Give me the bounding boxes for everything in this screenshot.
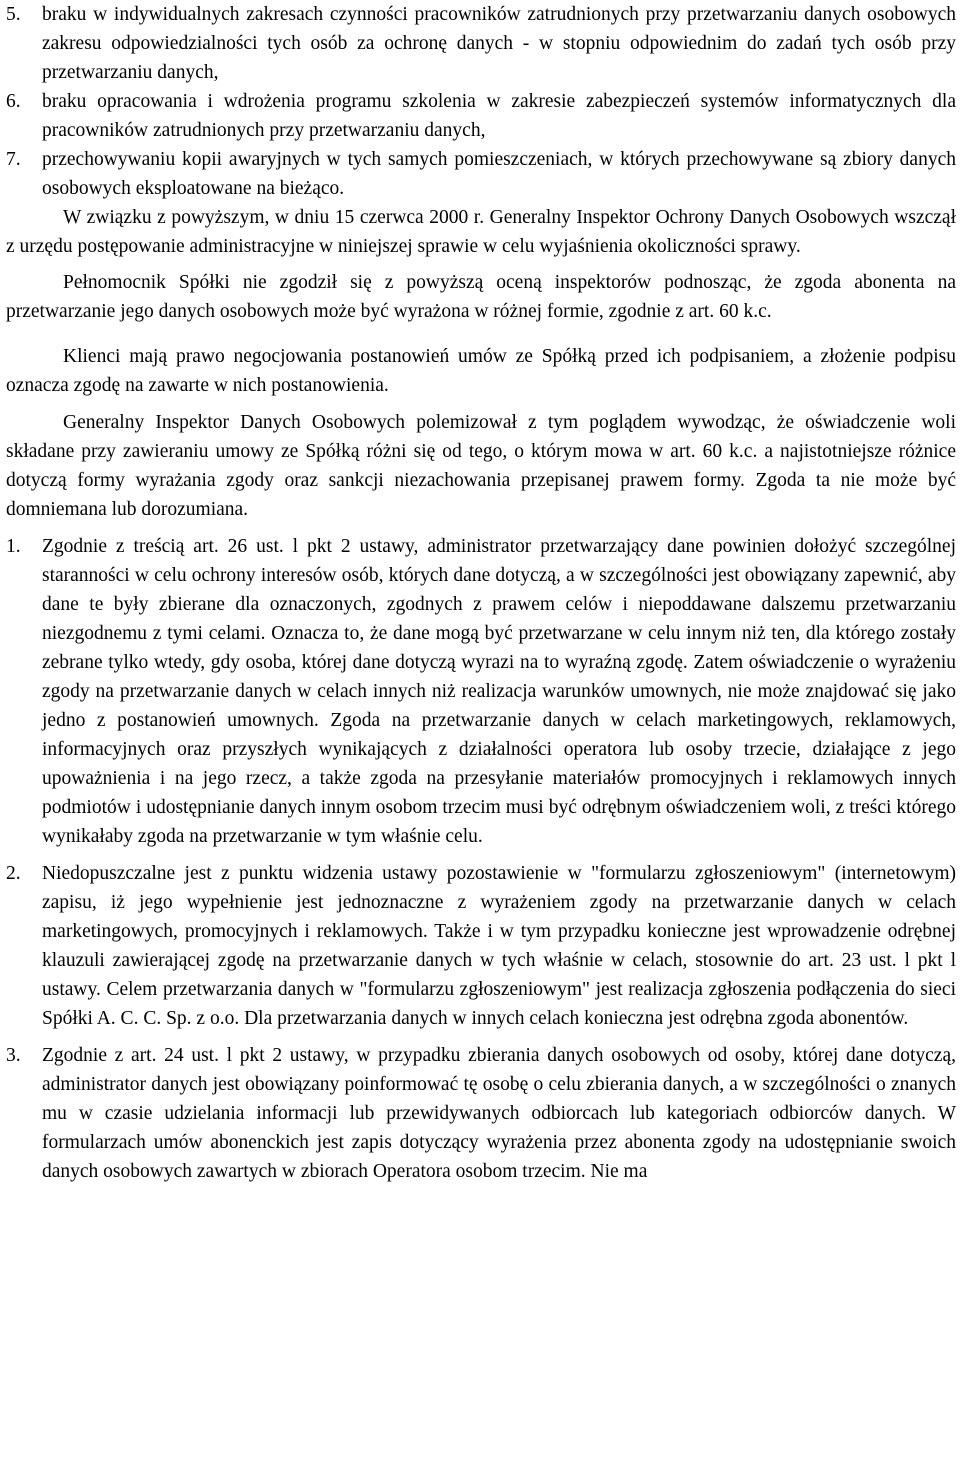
list-text: braku opracowania i wdrożenia programu szkolenia w zakresie zabezpieczeń systemów informatycznych dla pracowników zatrudnionych przy przetwarzaniu danych, [42,91,956,141]
list-number: 5. [6,4,21,25]
list-item [6,145,956,203]
list-number: 6. [6,91,21,112]
list-item [6,87,956,145]
paragraph: Klienci mają prawo negocjowania postanowień umów ze Spółką przed ich podpisaniem, a złożenie podpisu oznacza zgodę na zawarte w nich postanowienia. [6,346,956,396]
list-text: przechowywaniu kopii awaryjnych w tych samych pomieszczeniach, w których przechowywane są zbiory danych osobowych eksploatowane na bieżąco. [42,149,956,199]
numbered-point [6,859,956,1033]
point-text: Niedopuszczalne jest z punktu widzenia ustawy pozostawienie w "formularzu zgłoszeniowym" (internetowym) zapisu, iż jego wypełnienie jest jednoznaczne z wyrażeniem zgody na przetwarzanie danych w celach marketingowych, promocyjnych i reklamowych. Także i w tym przypadku konieczne jest wprowadzenie odrębnej klauzuli zawierającej zgodę na przetwarzanie danych w tych właśnie w celach, stosownie do art. 23 ust. l pkt l ustawy. Celem przetwarzania danych w "formularzu zgłoszeniowym" jest realizacja zgłoszenia podłączenia do sieci Spółki A. C. C. Sp. z o.o. Dla przetwarzania danych w innych celach konieczna jest odrębna zgoda abonentów. [42,863,956,1029]
paragraph: Pełnomocnik Spółki nie zgodził się z powyższą oceną inspektorów podnosząc, że zgoda abonenta na przetwarzanie jego danych osobowych może być wyrażona w różnej formie, zgodnie z art. 60 k.c. [6,272,956,322]
paragraph: W związku z powyższym, w dniu 15 czerwca 2000 r. Generalny Inspektor Ochrony Danych Osobowych wszczął z urzędu postępowanie administracyjne w niniejszej sprawie w celu wyjaśnienia okoliczności sprawy. [6,207,956,257]
list-item [6,0,956,87]
point-text: Zgodnie z art. 24 ust. l pkt 2 ustawy, w przypadku zbierania danych osobowych od osoby, której dane dotyczą, administrator danych jest obowiązany poinformować tę osobę o celu zbierania danych, a w szczególności o znanych mu w czasie udzielania informacji lub przewidywanych odbiorcach lub kategoriach odbiorców danych. W formularzach umów abonenckich jest zapis dotyczący wyrażenia przez abonenta zgody na udostępnianie swoich danych osobowych zawartych w zbiorach Operatora osobom trzecim. Nie ma [42,1045,956,1182]
point-number: 3. [6,1045,21,1066]
list-text: braku w indywidualnych zakresach czynności pracowników zatrudnionych przy przetwarzaniu danych osobowych zakresu odpowiedzialności tych osób za ochronę danych - w stopniu odpowiednim do zadań tych osób przy przetwarzaniu danych, [42,4,956,83]
numbered-point [6,1041,956,1186]
list-number: 7. [6,149,21,170]
point-number: 2. [6,863,21,884]
point-text: Zgodnie z treścią art. 26 ust. l pkt 2 ustawy, administrator przetwarzający dane powinien dołożyć szczególnej staranności w celu ochrony interesów osób, których dane dotyczą, a w szczególności jest obowiązany zapewnić, aby dane te były zbierane dla oznaczonych, zgodnych z prawem celów i niepoddawane dalszemu przetwarzaniu niezgodnemu z tymi celami. Oznacza to, że dane mogą być przetwarzane w celu innym niż ten, dla którego zostały zebrane tylko wtedy, gdy osoba, której dane dotyczą wyrazi na to wyraźną zgodę. Zatem oświadczenie o wyrażeniu zgody na przetwarzanie danych w celach innych niż realizacja warunków umownych, nie może znajdować się jako jedno z postanowień umownych. Zgoda na przetwarzanie danych w celach marketingowych, reklamowych, informacyjnych oraz przyszłych wynikających z działalności operatora lub osoby trzecie, działające z jego upoważnienia i na jego rzecz, a także zgoda na przesyłanie materiałów promocyjnych i reklamowych innych podmiotów i udostępnianie danych innym osobom trzecim musi być odrębnym oświadczeniem woli, z treści którego wynikałaby zgoda na przetwarzanie w tym właśnie celu. [42,536,956,847]
document-page [6,0,956,1186]
numbered-point [6,532,956,851]
point-number: 1. [6,536,21,557]
paragraph: Generalny Inspektor Danych Osobowych polemizował z tym poglądem wywodząc, że oświadczenie woli składane przy zawieraniu umowy ze Spółką różni się od tego, o którym mowa w art. 60 k.c. a najistotniejsze różnice dotyczą formy wyrażania zgody oraz sankcji niezachowania przepisanej prawem formy. Zgoda ta nie może być domniemana lub dorozumiana. [6,412,956,520]
